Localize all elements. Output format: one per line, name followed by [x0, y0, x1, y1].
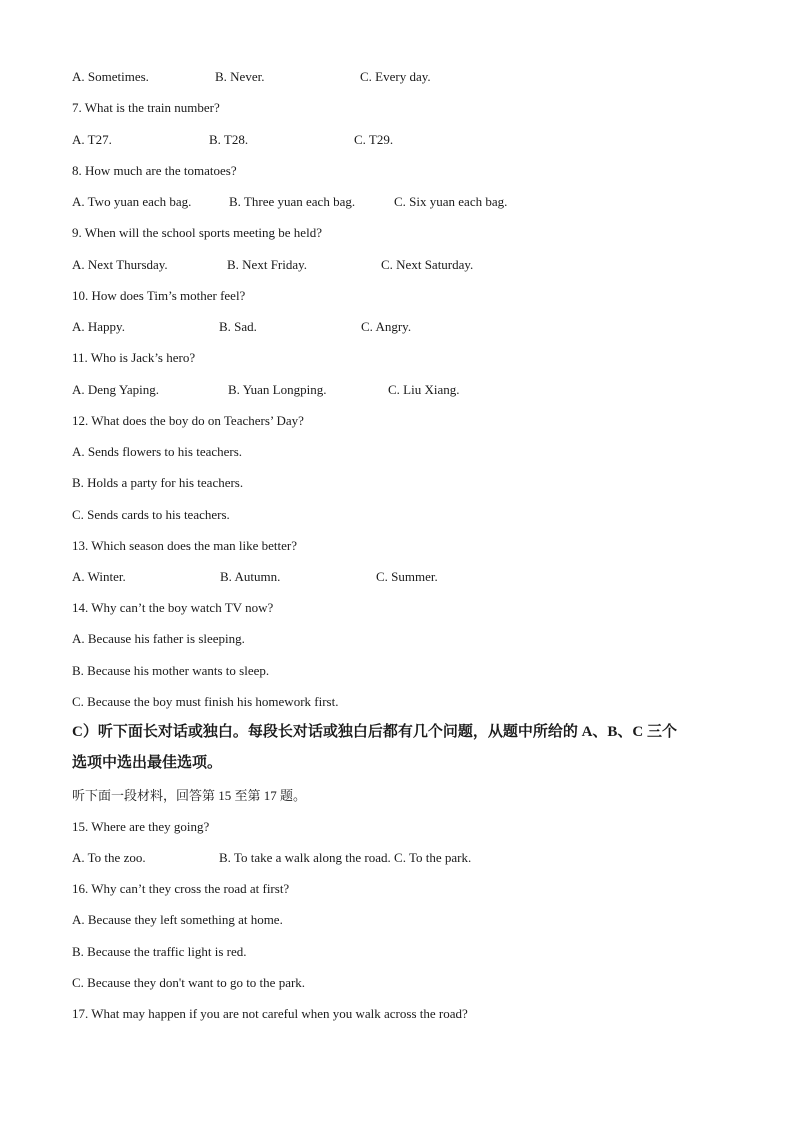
question-17: 17. What may happen if you are not careful when you walk across the road?: [72, 1006, 468, 1021]
option-c: C. Next Saturday.: [381, 257, 474, 272]
option-b: B. Yuan Longping.: [228, 382, 327, 397]
option-line: B. Because the traffic light is red.: [72, 944, 247, 959]
option-c: C. Six yuan each bag.: [394, 194, 508, 209]
option-line: C. Sends cards to his teachers.: [72, 507, 230, 522]
option-a: A. Happy.: [72, 319, 125, 334]
option-b: B. Never.: [215, 69, 265, 84]
option-c: C. Liu Xiang.: [388, 382, 460, 397]
question-10: 10. How does Tim’s mother feel?: [72, 288, 246, 303]
option-a: A. Deng Yaping.: [72, 382, 160, 397]
option-c: C. T29.: [354, 132, 394, 147]
option-b: B. Sad.: [219, 319, 257, 334]
option-c: C. Summer.: [376, 569, 438, 584]
question-7: 7. What is the train number?: [72, 100, 220, 115]
question-9: 9. When will the school sports meeting be held?: [72, 225, 322, 240]
option-b: B. To take a walk along the road. C. To the park.: [219, 850, 472, 865]
question-11: 11. Who is Jack’s hero?: [72, 350, 196, 365]
question-14: 14. Why can’t the boy watch TV now?: [72, 600, 274, 615]
section-heading: C）听下面长对话或独白。每段长对话或独白后都有几个问题，从题中所给的 A、B、C 三个: [72, 724, 678, 740]
option-line: A. Because his father is sleeping.: [72, 631, 245, 646]
option-c: C. Every day.: [360, 69, 431, 84]
option-a: A. To the zoo.: [72, 850, 146, 865]
option-b: B. T28.: [209, 132, 249, 147]
option-a: A. Sometimes.: [72, 69, 149, 84]
question-12: 12. What does the boy do on Teachers’ Day?: [72, 413, 304, 428]
question-13: 13. Which season does the man like better?: [72, 538, 298, 553]
section-heading: 选项中选出最佳选项。: [72, 755, 223, 771]
question-15: 15. Where are they going?: [72, 819, 210, 834]
option-b: B. Autumn.: [220, 569, 281, 584]
option-c: C. Angry.: [361, 319, 412, 334]
instruction-text: 听下面一段材料，回答第 15 至第 17 题。: [72, 788, 307, 803]
option-b: B. Three yuan each bag.: [229, 194, 356, 209]
question-16: 16. Why can’t they cross the road at first?: [72, 881, 290, 896]
option-a: A. Two yuan each bag.: [72, 194, 192, 209]
option-line: C. Because the boy must finish his homework first.: [72, 694, 339, 709]
option-line: C. Because they don't want to go to the park.: [72, 975, 306, 990]
option-line: B. Holds a party for his teachers.: [72, 475, 244, 490]
option-line: A. Sends flowers to his teachers.: [72, 444, 243, 459]
option-line: A. Because they left something at home.: [72, 912, 283, 927]
option-a: A. Winter.: [72, 569, 126, 584]
option-a: A. Next Thursday.: [72, 257, 168, 272]
question-8: 8. How much are the tomatoes?: [72, 163, 237, 178]
option-a: A. T27.: [72, 132, 112, 147]
option-line: B. Because his mother wants to sleep.: [72, 663, 270, 678]
option-b: B. Next Friday.: [227, 257, 308, 272]
